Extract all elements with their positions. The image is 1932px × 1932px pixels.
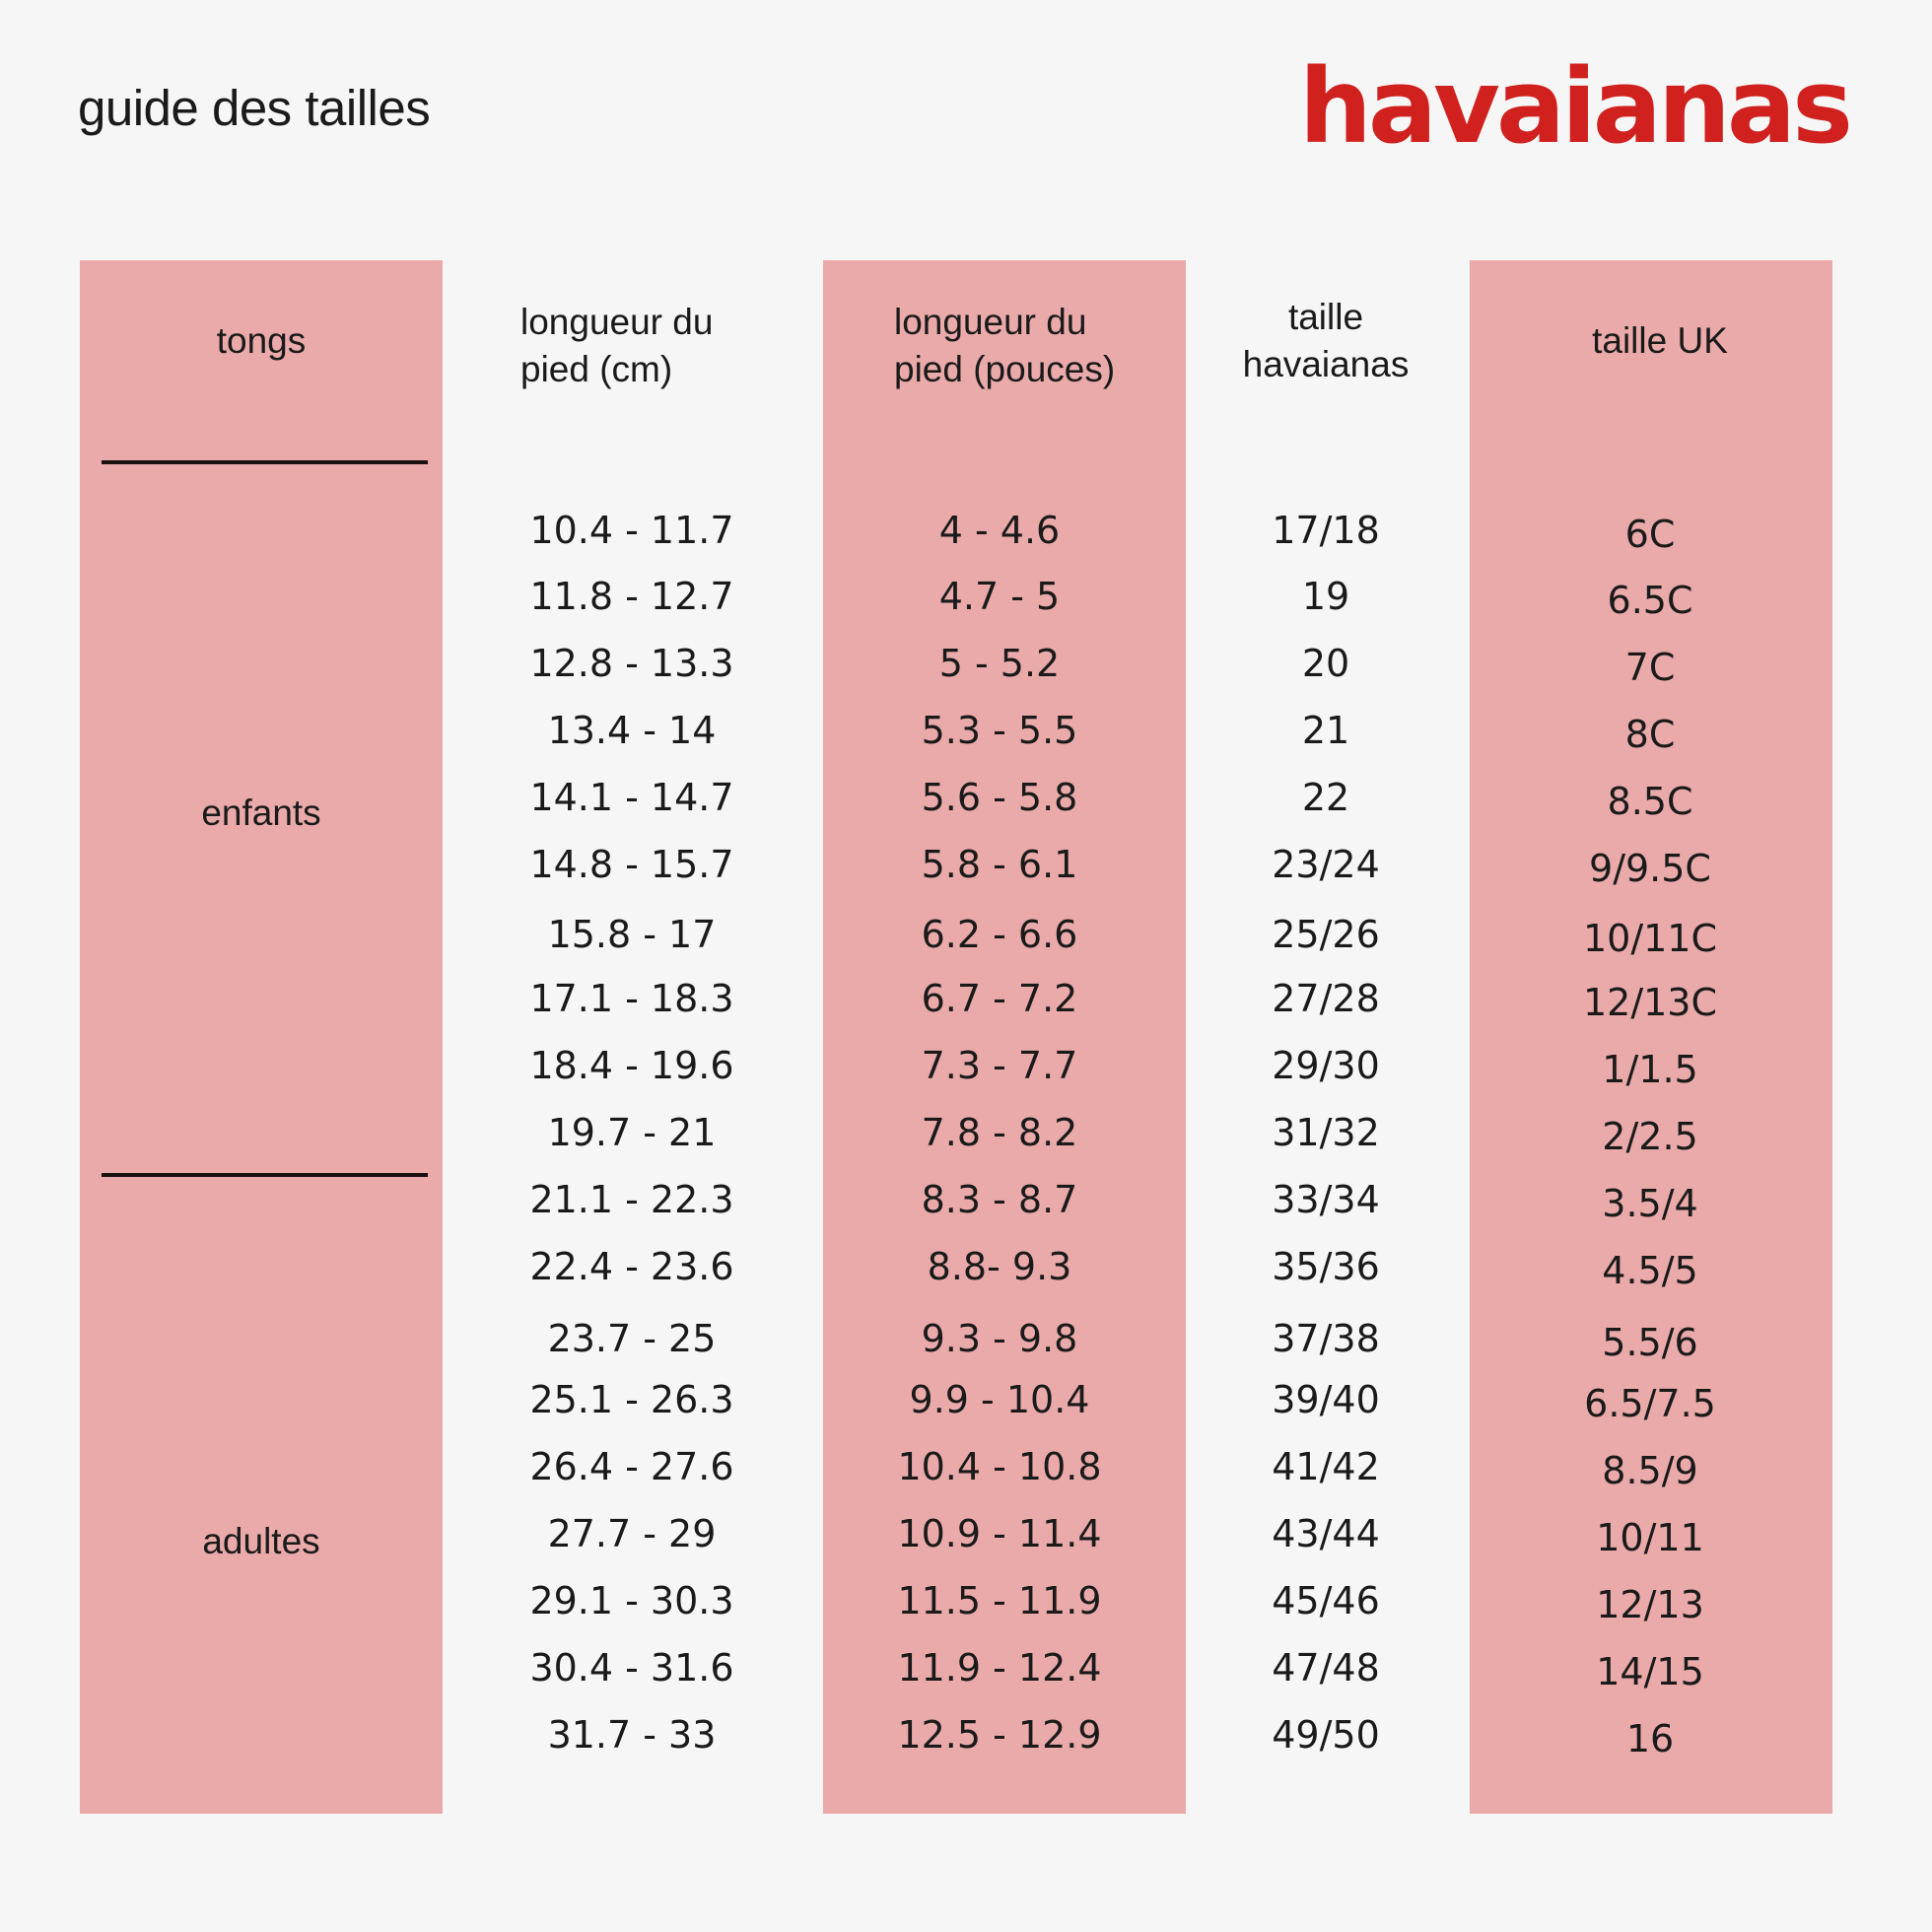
column-header-cm: longueur du pied (cm) [520,302,714,389]
table-cell: 27.7 - 29 [547,1512,717,1555]
table-cell: 5.8 - 6.1 [921,843,1078,886]
table-cell: 17/18 [1272,509,1380,552]
table-cell: 45/46 [1272,1579,1380,1622]
table-cell: 9.9 - 10.4 [909,1378,1090,1421]
table-cell: 12.8 - 13.3 [529,642,734,685]
table-cell: 9/9.5C [1589,847,1711,890]
table-cell: 10.4 - 11.7 [529,509,734,552]
table-cell: 25.1 - 26.3 [529,1378,734,1421]
table-cell: 21 [1301,709,1350,752]
table-cell: 30.4 - 31.6 [529,1646,734,1690]
table-cell: 17.1 - 18.3 [529,977,734,1020]
table-cell: 8.3 - 8.7 [921,1178,1078,1221]
table-cell: 14/15 [1596,1650,1704,1693]
table-cell: 1/1.5 [1602,1048,1698,1091]
table-cell: 10.4 - 10.8 [897,1445,1102,1488]
table-cell: 43/44 [1272,1512,1380,1555]
table-cell: 49/50 [1272,1713,1380,1757]
table-cell: 8C [1624,713,1676,756]
table-cell: 25/26 [1272,913,1380,956]
column-header-tongs: tongs [216,320,307,361]
table-cell: 6.7 - 7.2 [921,977,1078,1020]
column-uk [1502,0,1798,1932]
table-cell: 7.3 - 7.7 [921,1044,1078,1087]
table-cell: 19.7 - 21 [547,1111,717,1154]
table-cell: 8.5C [1607,780,1693,823]
table-cell: 5.3 - 5.5 [921,709,1078,752]
table-cell: 27/28 [1272,977,1380,1020]
table-cell: 22.4 - 23.6 [529,1245,734,1288]
table-cell: 19 [1301,575,1350,618]
category-adultes: adultes [202,1521,320,1561]
table-cell: 8.8- 9.3 [927,1245,1072,1288]
table-cell: 10/11C [1582,917,1718,960]
table-cell: 13.4 - 14 [547,709,717,752]
table-cell: 31/32 [1272,1111,1380,1154]
table-cell: 31.7 - 33 [547,1713,717,1757]
column-header-inches: longueur du pied (pouces) [894,302,1116,389]
table-cell: 29.1 - 30.3 [529,1579,734,1622]
table-cell: 4.5/5 [1602,1249,1698,1292]
page-title: guide des tailles [78,80,431,136]
table-cell: 33/34 [1272,1178,1380,1221]
table-cell: 5 - 5.2 [938,642,1061,685]
table-cell: 12/13 [1596,1583,1704,1626]
table-cell: 26.4 - 27.6 [529,1445,734,1488]
table-cell: 6.2 - 6.6 [921,913,1078,956]
table-cell: 12.5 - 12.9 [897,1713,1102,1757]
column-havaianas [1178,0,1474,1932]
divider-categories [102,1173,428,1177]
table-cell: 41/42 [1272,1445,1380,1488]
table-cell: 35/36 [1272,1245,1380,1288]
table-cell: 29/30 [1272,1044,1380,1087]
table-cell: 16 [1625,1717,1675,1760]
table-cell: 39/40 [1272,1378,1380,1421]
table-cell: 14.1 - 14.7 [529,776,734,819]
table-cell: 3.5/4 [1602,1182,1698,1225]
table-cell: 11.9 - 12.4 [897,1646,1102,1690]
table-cell: 47/48 [1272,1646,1380,1690]
category-enfants: enfants [201,793,321,833]
table-cell: 4 - 4.6 [938,509,1061,552]
table-cell: 11.5 - 11.9 [897,1579,1102,1622]
table-cell: 18.4 - 19.6 [529,1044,734,1087]
column-cm [484,0,780,1932]
table-cell: 22 [1301,776,1350,819]
table-cell: 37/38 [1272,1317,1380,1360]
table-cell: 10.9 - 11.4 [897,1512,1102,1555]
table-cell: 15.8 - 17 [547,913,717,956]
column-header-havaianas: taille havaianas [1242,297,1410,384]
table-cell: 6.5/7.5 [1584,1382,1716,1425]
table-cell: 4.7 - 5 [938,575,1061,618]
table-cell: 9.3 - 9.8 [921,1317,1078,1360]
table-cell: 6C [1624,513,1676,556]
table-cell: 14.8 - 15.7 [529,843,734,886]
table-cell: 8.5/9 [1602,1449,1698,1492]
table-cell: 23.7 - 25 [547,1317,717,1360]
table-cell: 23/24 [1272,843,1380,886]
table-cell: 7C [1624,646,1676,689]
column-inches [852,0,1147,1932]
column-header-uk: taille UK [1592,320,1728,361]
table-cell: 11.8 - 12.7 [529,575,734,618]
table-cell: 7.8 - 8.2 [921,1111,1078,1154]
havaianas-logo: havaianas [1298,46,1849,167]
table-cell: 12/13C [1582,981,1718,1024]
table-cell: 20 [1301,642,1350,685]
table-cell: 2/2.5 [1602,1115,1698,1158]
column-band-tongs [80,260,443,1814]
divider-header [102,460,428,464]
table-cell: 5.5/6 [1602,1321,1698,1364]
table-cell: 10/11 [1596,1516,1704,1559]
table-cell: 6.5C [1607,579,1693,622]
table-cell: 5.6 - 5.8 [921,776,1078,819]
table-cell: 21.1 - 22.3 [529,1178,734,1221]
